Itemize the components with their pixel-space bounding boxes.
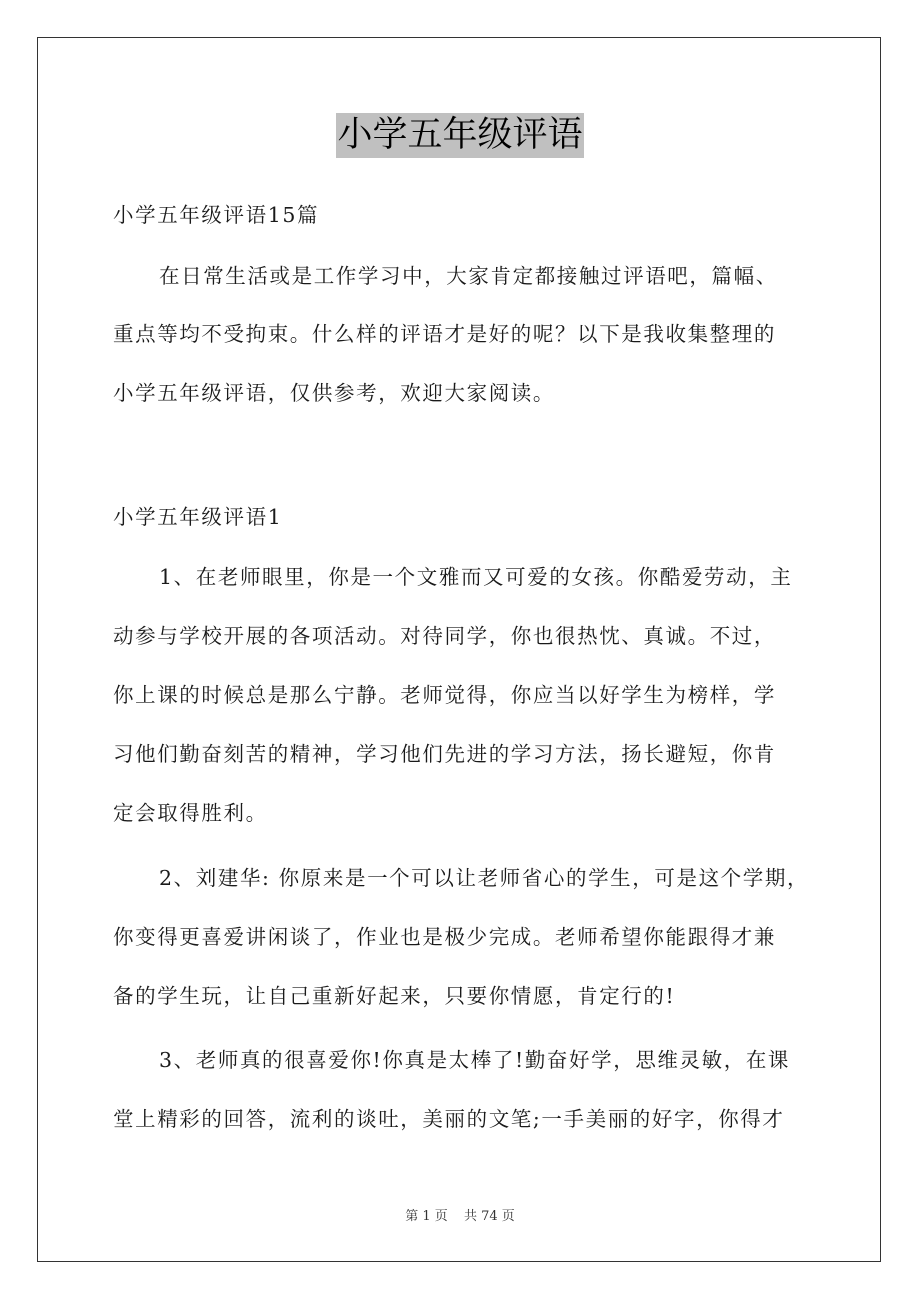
current-page-label: 第 1 页	[405, 1209, 448, 1224]
page-footer	[0, 1205, 920, 1224]
paragraph-line: 1、在老师眼里，你是一个文雅而又可爱的女孩。你酷爱劳动，主	[159, 565, 793, 589]
total-pages-label: 共 74 页	[463, 1209, 515, 1224]
paragraph-line: 2、刘建华: 你原来是一个可以让老师省心的学生，可是这个学期，	[159, 866, 810, 890]
paragraph-line: 习他们勤奋刻苦的精神，学习他们先进的学习方法，扬长避短，你肯	[113, 742, 776, 766]
paragraph-line: 定会取得胜利。	[113, 801, 268, 825]
document-title: 小学五年级评语	[336, 113, 583, 158]
paragraph-line: 备的学生玩，让自己重新好起来，只要你情愿，肯定行的!	[113, 984, 676, 1008]
paragraph-line: 3、老师真的很喜爱你!你真是太棒了!勤奋好学，思维灵敏，在课	[159, 1048, 791, 1072]
paragraph-line: 动参与学校开展的各项活动。对待同学，你也很热忱、真诚。不过，	[113, 624, 776, 648]
intro-line: 重点等均不受拘束。什么样的评语才是好的呢？以下是我收集整理的	[113, 322, 776, 346]
subtitle: 小学五年级评语15篇	[113, 203, 320, 227]
title-container	[0, 113, 920, 158]
paragraph-line: 你变得更喜爱讲闲谈了，作业也是极少完成。老师希望你能跟得才兼	[113, 925, 776, 949]
intro-line: 小学五年级评语，仅供参考，欢迎大家阅读。	[113, 381, 555, 405]
section-heading: 小学五年级评语1	[113, 505, 283, 529]
intro-line: 在日常生活或是工作学习中，大家肯定都接触过评语吧，篇幅、	[159, 264, 778, 288]
paragraph-line: 堂上精彩的回答，流利的谈吐，美丽的文笔;一手美丽的好字，你得才	[113, 1107, 785, 1131]
paragraph-line: 你上课的时候总是那么宁静。老师觉得，你应当以好学生为榜样，学	[113, 683, 776, 707]
